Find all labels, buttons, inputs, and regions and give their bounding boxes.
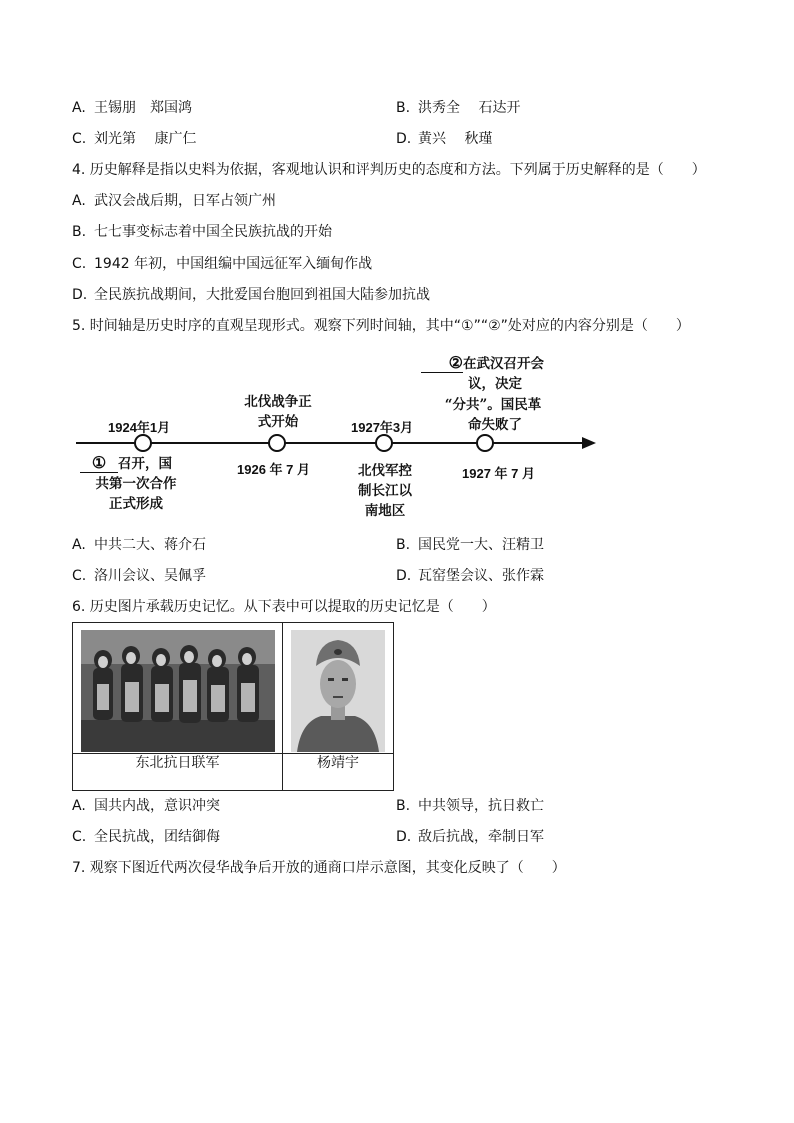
option-text: 七七事变标志着中国全民族抗战的开始: [94, 224, 332, 240]
option-text: 全民族抗战期间，大批爱国台胞回到祖国大陆参加抗战: [94, 287, 430, 303]
q5-option-d[interactable]: [396, 567, 544, 585]
option-text: 王锡朋 郑国鸿: [94, 100, 192, 116]
timeline-date-2: 1926 年 7 月: [237, 462, 310, 477]
q3-option-a[interactable]: [72, 99, 192, 117]
option-label: C.: [72, 256, 87, 272]
timeline-event-1: ① 召开，国: [80, 454, 192, 474]
option-label: B.: [396, 537, 411, 553]
timeline-date-3: 1927年3月: [351, 420, 414, 435]
timeline-event-3-line3: 南地区: [364, 503, 406, 519]
timeline-node-1: [135, 435, 151, 451]
timeline-event-1-line2: 共第一次合作: [95, 476, 177, 492]
yang-jingyu-portrait: [291, 630, 385, 752]
q5-option-a[interactable]: [72, 536, 206, 554]
q4-option-b[interactable]: [72, 223, 332, 241]
q6-stem: 6. 历史图片承载历史记忆。从下表中可以提取的历史记忆是（ ）: [72, 599, 496, 615]
option-label: D.: [72, 287, 88, 303]
option-text: 全民抗战，团结御侮: [94, 829, 220, 845]
option-label: A.: [72, 798, 86, 814]
option-label: D.: [396, 829, 412, 845]
q6-photo-cell-2: [283, 623, 394, 754]
caption-anti-japanese-army: 东北抗日联军: [73, 754, 283, 791]
q5-option-b[interactable]: [396, 536, 544, 554]
q4-option-d[interactable]: [72, 286, 430, 304]
timeline-event-2-line1: 北伐战争正: [244, 394, 312, 410]
caption-yang-jingyu: 杨靖宇: [283, 754, 394, 791]
option-text: 洛川会议、吴佩孚: [94, 568, 206, 584]
timeline-node-2: [269, 435, 285, 451]
option-label: A.: [72, 193, 86, 209]
q5-stem: 5. 时间轴是历史时序的直观呈现形式。观察下列时间轴，其中“①”“②”处对应的内容分别是（ ）: [72, 318, 690, 334]
q3-option-d[interactable]: [396, 130, 492, 148]
timeline-event-3-line2: 制长江以: [358, 483, 412, 499]
timeline-event-1-line3: 正式形成: [109, 496, 163, 512]
option-label: C.: [72, 829, 87, 845]
option-label: C.: [72, 131, 87, 147]
q6-option-a[interactable]: [72, 797, 220, 815]
option-text: 洪秀全 石达开: [418, 100, 521, 116]
q7-stem: 7. 观察下图近代两次侵华战争后开放的通商口岸示意图，其变化反映了（ ）: [72, 860, 566, 876]
q6-option-b[interactable]: [396, 797, 544, 815]
q6-option-c[interactable]: [72, 828, 220, 846]
option-text: 中共领导，抗日救亡: [418, 798, 544, 814]
q6-picture-table: [72, 622, 394, 791]
option-text: 国民党一大、汪精卫: [418, 537, 544, 553]
option-label: C.: [72, 568, 87, 584]
timeline-arrowhead: [582, 437, 596, 449]
option-text: 国共内战，意识冲突: [94, 798, 220, 814]
q3-option-b[interactable]: [396, 99, 520, 117]
q4-option-c[interactable]: [72, 255, 372, 273]
option-text: 武汉会战后期，日军占领广州: [94, 193, 276, 209]
option-label: D.: [396, 568, 412, 584]
option-label: B.: [396, 798, 411, 814]
option-label: B.: [72, 224, 87, 240]
anti-japanese-army-photo: [81, 630, 275, 752]
blank-marker-2: ②: [421, 355, 463, 373]
timeline-date-4: 1927 年 7 月: [462, 466, 535, 481]
option-text: 敌后抗战，牵制日军: [418, 829, 544, 845]
q4-stem: 4. 历史解释是指以史料为依据，客观地认识和评判历史的态度和方法。下列属于历史解释的是（ ）: [72, 162, 706, 178]
timeline-node-3: [376, 435, 392, 451]
timeline-event-4-line1: ②在武汉召开会: [421, 354, 571, 374]
timeline-event-4-line2: 议，决定: [468, 376, 522, 392]
option-label: A.: [72, 100, 86, 116]
timeline-node-4: [477, 435, 493, 451]
option-label: B.: [396, 100, 411, 116]
q6-option-d[interactable]: [396, 828, 544, 846]
option-text: 瓦窑堡会议、张作霖: [418, 568, 544, 584]
q4-option-a[interactable]: [72, 192, 276, 210]
option-label: A.: [72, 537, 86, 553]
blank-marker-1: ①: [80, 455, 118, 473]
q6-photo-cell-1: [73, 623, 283, 754]
timeline-event-4-line3: “分共”。国民革: [444, 397, 542, 413]
q3-option-c[interactable]: [72, 130, 196, 148]
timeline-event-3-line1: 北伐军控: [358, 463, 412, 479]
q5-option-c[interactable]: [72, 567, 206, 585]
option-text: 1942 年初，中国组编中国远征军入缅甸作战: [94, 256, 373, 272]
timeline-date-1: 1924年1月: [108, 420, 171, 435]
timeline-event-2-line2: 式开始: [257, 414, 299, 430]
timeline-event-4-line4: 命失败了: [468, 417, 522, 433]
option-text: 黄兴 秋瑾: [418, 131, 493, 147]
option-label: D.: [396, 131, 412, 147]
option-text: 中共二大、蒋介石: [94, 537, 206, 553]
option-text: 刘光第 康广仁: [94, 131, 197, 147]
